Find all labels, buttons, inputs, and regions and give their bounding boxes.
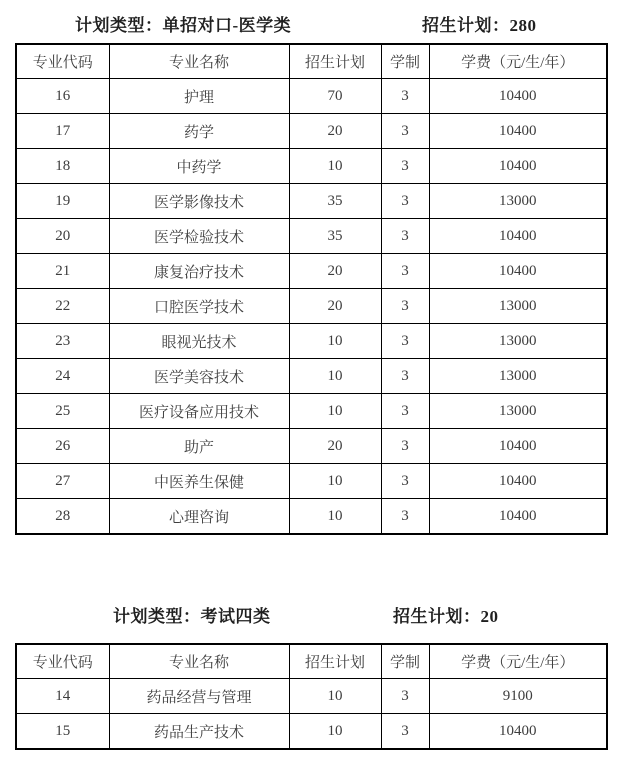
table-cell: 3: [381, 184, 429, 219]
table-cell: 20: [289, 114, 381, 149]
table-cell: 13000: [429, 324, 607, 359]
table-cell: 10400: [429, 254, 607, 289]
table-cell: 10400: [429, 429, 607, 464]
table-cell: 10400: [429, 114, 607, 149]
section-medical-title-row: [0, 11, 621, 33]
table-cell: 13000: [429, 289, 607, 324]
table-cell: 3: [381, 324, 429, 359]
table-row: [16, 149, 607, 184]
table-cell: 口腔医学技术: [109, 289, 289, 324]
table-cell: 70: [289, 79, 381, 114]
table-cell: 10400: [429, 79, 607, 114]
table-cell: 药品经营与管理: [109, 679, 289, 714]
column-header: 学制: [381, 644, 429, 679]
table-cell: 15: [16, 714, 109, 750]
table-cell: 13000: [429, 394, 607, 429]
table-row: [16, 714, 607, 750]
table-cell: 23: [16, 324, 109, 359]
enrollment-total: 招生计划：280: [422, 16, 537, 35]
table-cell: 10: [289, 394, 381, 429]
enrollment-table-exam4: [15, 643, 608, 750]
column-header: 专业名称: [109, 44, 289, 79]
table-cell: 3: [381, 359, 429, 394]
table-cell: 医疗设备应用技术: [109, 394, 289, 429]
table-header-row: [16, 644, 607, 679]
table-cell: 19: [16, 184, 109, 219]
column-header: 招生计划: [289, 44, 381, 79]
table-cell: 10: [289, 359, 381, 394]
table-cell: 13000: [429, 359, 607, 394]
table-cell: 医学美容技术: [109, 359, 289, 394]
table-cell: 10: [289, 464, 381, 499]
table-row: [16, 289, 607, 324]
table-cell: 18: [16, 149, 109, 184]
table-cell: 24: [16, 359, 109, 394]
table-cell: 医学检验技术: [109, 219, 289, 254]
table-cell: 14: [16, 679, 109, 714]
column-header: 专业代码: [16, 644, 109, 679]
table-row: [16, 79, 607, 114]
column-header: 学费（元/生/年）: [429, 644, 607, 679]
table-cell: 20: [289, 289, 381, 324]
section-exam4-title-row: [0, 602, 621, 624]
table-row: [16, 324, 607, 359]
table-row: [16, 219, 607, 254]
column-header: 专业名称: [109, 644, 289, 679]
table-cell: 医学影像技术: [109, 184, 289, 219]
table-row: [16, 114, 607, 149]
table-cell: 3: [381, 254, 429, 289]
table-cell: 3: [381, 79, 429, 114]
table-cell: 25: [16, 394, 109, 429]
table-row: [16, 679, 607, 714]
table-cell: 10400: [429, 464, 607, 499]
table-cell: 10400: [429, 149, 607, 184]
table-row: [16, 499, 607, 535]
table-cell: 康复治疗技术: [109, 254, 289, 289]
table-cell: 10400: [429, 219, 607, 254]
plan-type-title: 计划类型：单招对口-医学类: [75, 16, 292, 35]
table-cell: 眼视光技术: [109, 324, 289, 359]
table-cell: 22: [16, 289, 109, 324]
enrollment-table-medical: [15, 43, 608, 535]
table-header-row: [16, 44, 607, 79]
table-cell: 助产: [109, 429, 289, 464]
table-cell: 10: [289, 149, 381, 184]
table-cell: 21: [16, 254, 109, 289]
table-cell: 药品生产技术: [109, 714, 289, 750]
table-cell: 3: [381, 219, 429, 254]
table-cell: 10: [289, 714, 381, 750]
table-cell: 中药学: [109, 149, 289, 184]
table-row: [16, 254, 607, 289]
table-cell: 3: [381, 114, 429, 149]
table-cell: 3: [381, 464, 429, 499]
table-cell: 27: [16, 464, 109, 499]
table-cell: 28: [16, 499, 109, 535]
table-cell: 10: [289, 499, 381, 535]
table-cell: 9100: [429, 679, 607, 714]
table-cell: 3: [381, 149, 429, 184]
table-cell: 20: [289, 429, 381, 464]
table-cell: 3: [381, 679, 429, 714]
table-cell: 10400: [429, 714, 607, 750]
table-cell: 17: [16, 114, 109, 149]
table-cell: 药学: [109, 114, 289, 149]
table-cell: 10400: [429, 499, 607, 535]
table-cell: 16: [16, 79, 109, 114]
table-cell: 13000: [429, 184, 607, 219]
table-cell: 3: [381, 429, 429, 464]
column-header: 学费（元/生/年）: [429, 44, 607, 79]
column-header: 学制: [381, 44, 429, 79]
table-row: [16, 464, 607, 499]
column-header: 专业代码: [16, 44, 109, 79]
table-cell: 26: [16, 429, 109, 464]
table-cell: 心理咨询: [109, 499, 289, 535]
table-cell: 20: [16, 219, 109, 254]
table-cell: 护理: [109, 79, 289, 114]
table-cell: 35: [289, 184, 381, 219]
table-row: [16, 359, 607, 394]
table-row: [16, 184, 607, 219]
table-row: [16, 394, 607, 429]
table-cell: 20: [289, 254, 381, 289]
column-header: 招生计划: [289, 644, 381, 679]
table-cell: 3: [381, 289, 429, 324]
table-cell: 3: [381, 714, 429, 750]
table-cell: 10: [289, 324, 381, 359]
table-cell: 中医养生保健: [109, 464, 289, 499]
table-cell: 3: [381, 394, 429, 429]
table-row: [16, 429, 607, 464]
plan-type-title: 计划类型：考试四类: [113, 607, 271, 626]
table-cell: 3: [381, 499, 429, 535]
enrollment-total: 招生计划：20: [393, 607, 499, 626]
table-cell: 35: [289, 219, 381, 254]
table-cell: 10: [289, 679, 381, 714]
